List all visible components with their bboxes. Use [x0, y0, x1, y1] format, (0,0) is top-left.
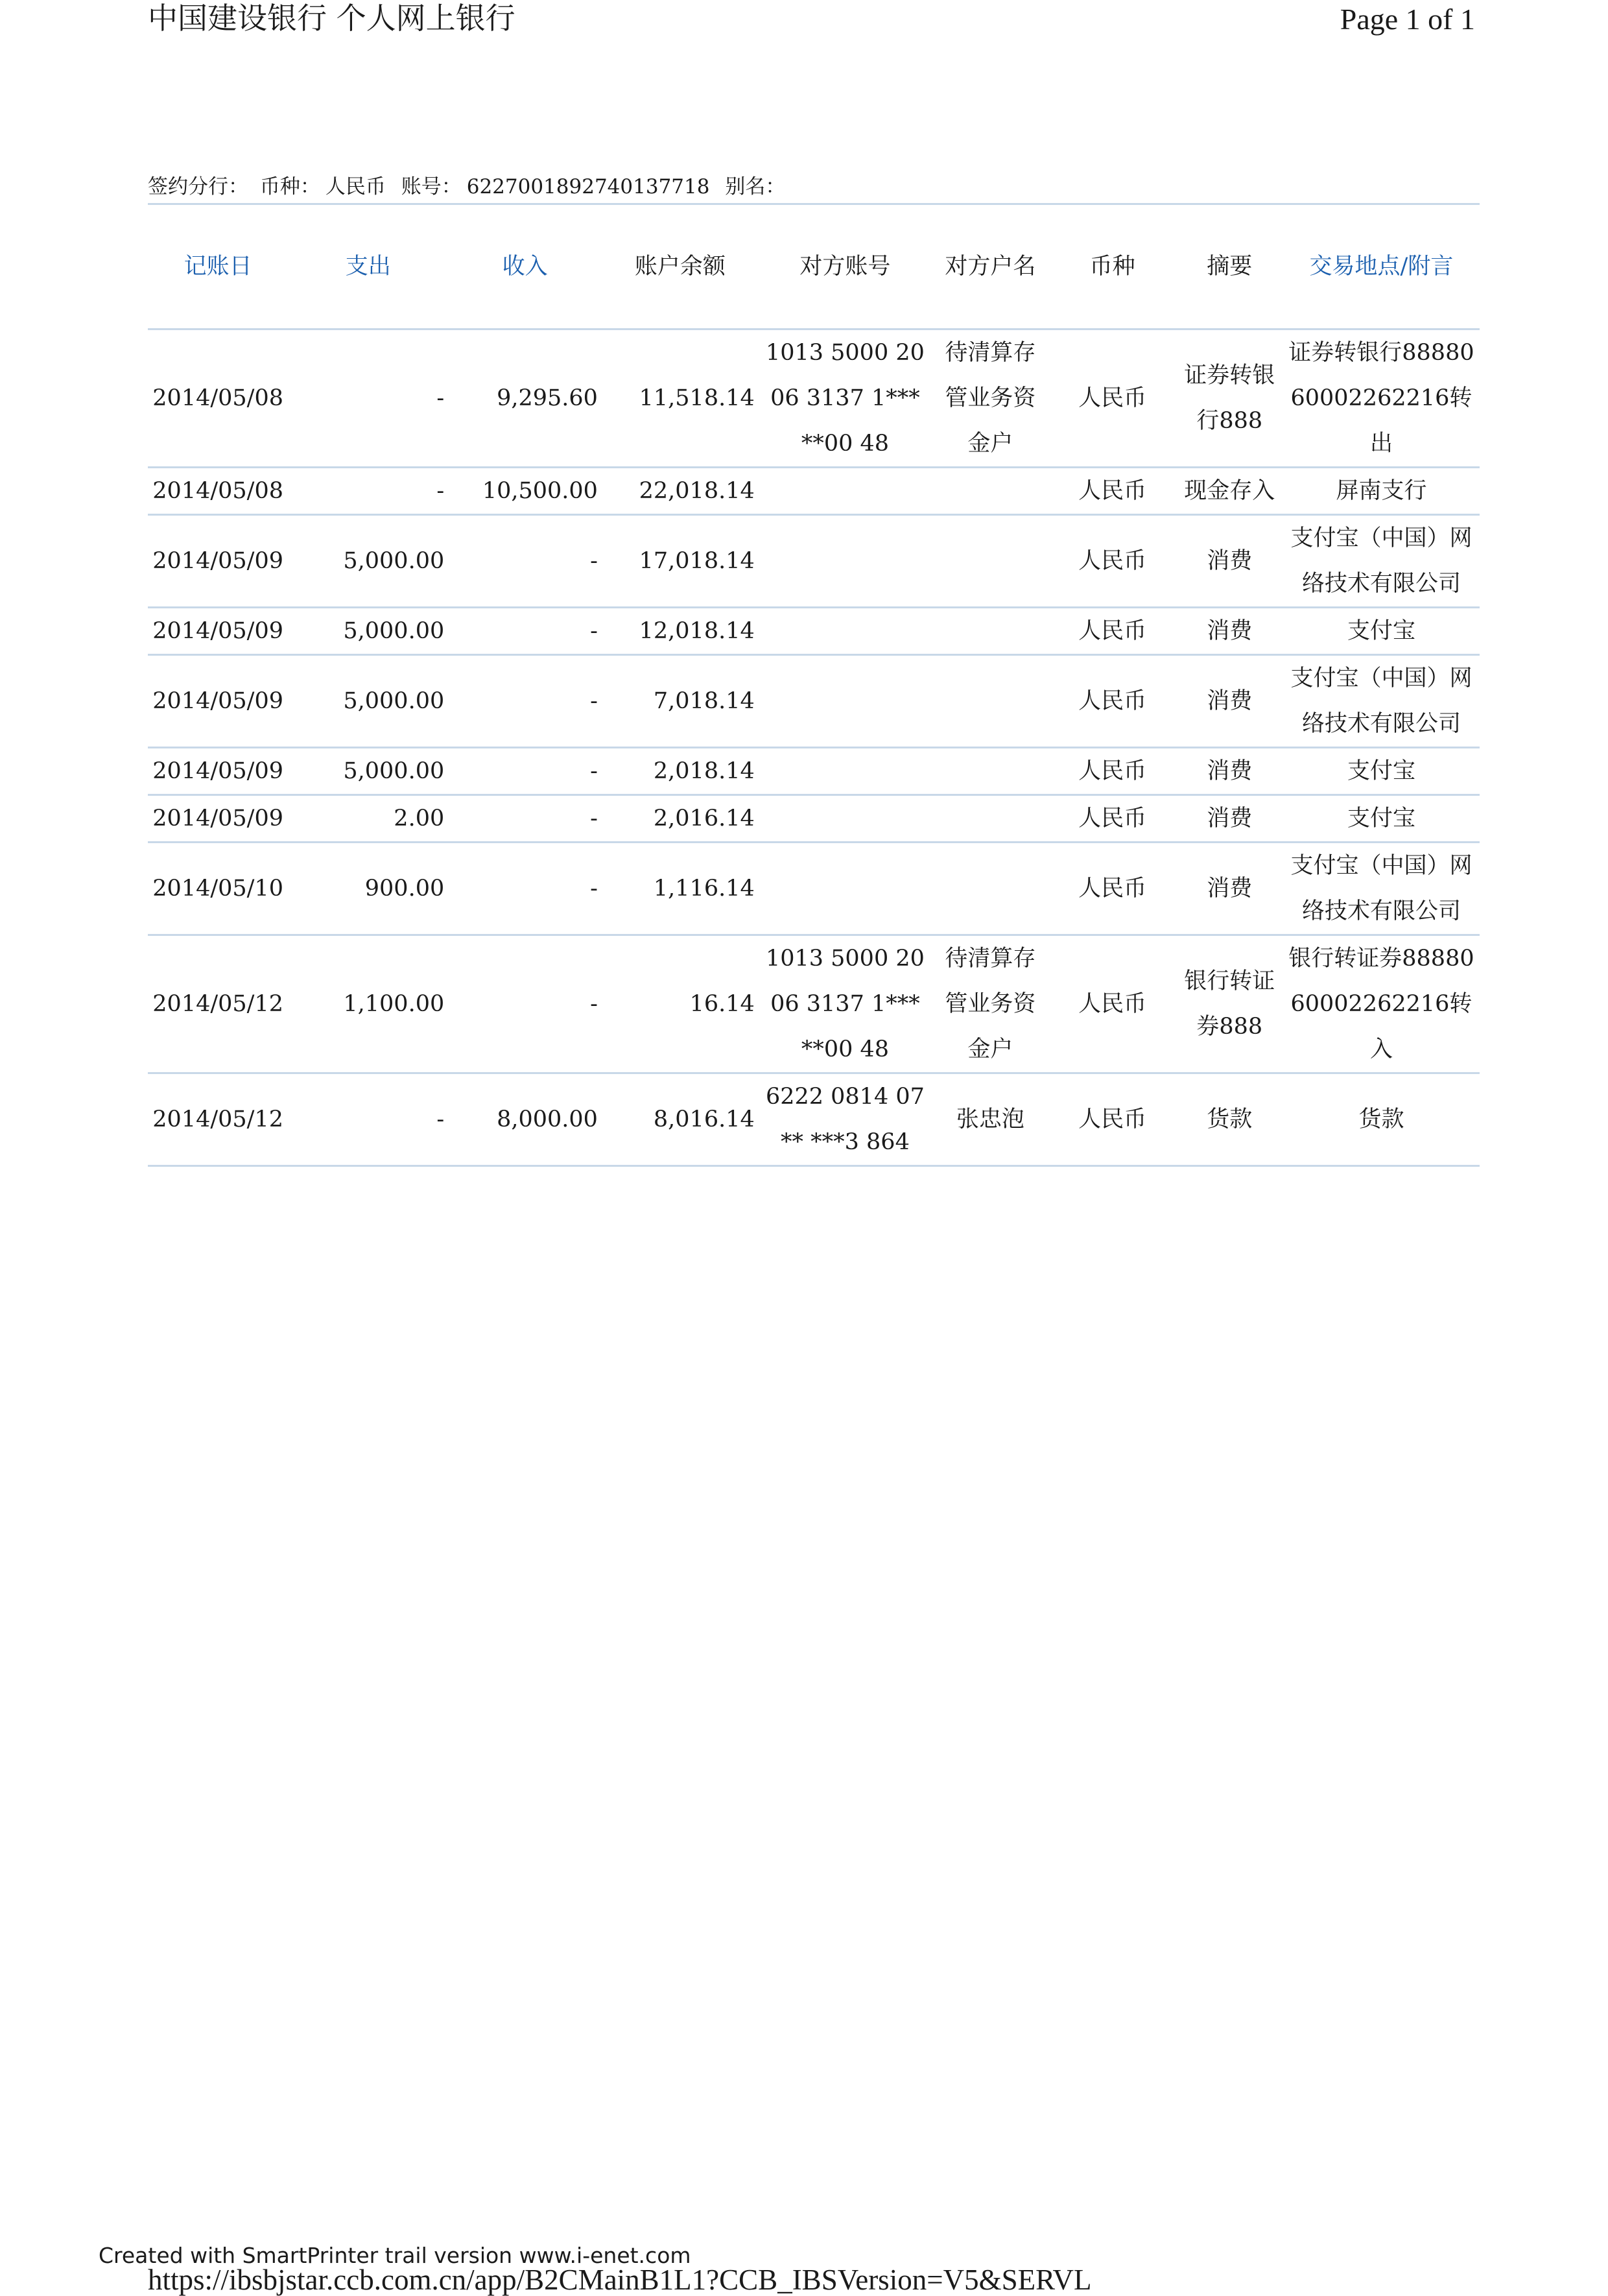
cell-income: - [448, 795, 602, 843]
branch-label: 签约分行： [148, 175, 248, 198]
transaction-table [148, 203, 1480, 1167]
cell-income: - [448, 655, 602, 748]
cell-income: - [448, 935, 602, 1073]
account-number-label: 账号： [401, 175, 462, 198]
cell-currency: 人民币 [1049, 748, 1176, 795]
cell-currency: 人民币 [1049, 843, 1176, 935]
cell-location: 支付宝 [1283, 608, 1480, 655]
cell-date: 2014/05/12 [148, 1073, 288, 1166]
currency-label: 币种： [259, 175, 320, 198]
alias-label: 别名： [725, 175, 786, 198]
page-title: 中国建设银行 个人网上银行 [148, 1, 515, 36]
account-info [148, 173, 790, 201]
cell-counterparty-account [759, 843, 932, 935]
cell-balance: 12,018.14 [602, 608, 759, 655]
cell-balance: 2,018.14 [602, 748, 759, 795]
cell-counterparty-name [932, 748, 1049, 795]
cell-date: 2014/05/09 [148, 655, 288, 748]
cell-date: 2014/05/10 [148, 843, 288, 935]
cell-location: 支付宝 [1283, 795, 1480, 843]
cell-counterparty-name: 待清算存管业务资金户 [932, 329, 1049, 468]
cell-income: 9,295.60 [448, 329, 602, 468]
cell-balance: 16.14 [602, 935, 759, 1073]
cell-currency: 人民币 [1049, 795, 1176, 843]
cell-balance: 11,518.14 [602, 329, 759, 468]
cell-summary: 消费 [1176, 843, 1283, 935]
cell-location: 证券转银行8888060002262216转出 [1283, 329, 1480, 468]
cell-summary: 消费 [1176, 515, 1283, 608]
table-row [148, 468, 1480, 515]
cell-income: - [448, 608, 602, 655]
cell-counterparty-name [932, 795, 1049, 843]
cell-balance: 17,018.14 [602, 515, 759, 608]
cell-balance: 22,018.14 [602, 468, 759, 515]
page-number: Page 1 of 1 [1340, 3, 1475, 36]
cell-currency: 人民币 [1049, 655, 1176, 748]
cell-counterparty-account [759, 748, 932, 795]
cell-location: 支付宝（中国）网络技术有限公司 [1283, 843, 1480, 935]
cell-summary: 消费 [1176, 795, 1283, 843]
cell-currency: 人民币 [1049, 329, 1176, 468]
cell-date: 2014/05/09 [148, 608, 288, 655]
cell-income: - [448, 843, 602, 935]
cell-currency: 人民币 [1049, 515, 1176, 608]
cell-income: - [448, 748, 602, 795]
col-header-summary: 摘要 [1176, 204, 1283, 329]
cell-counterparty-account: 1013 5000 2006 3137 1*** **00 48 [759, 329, 932, 468]
cell-counterparty-account [759, 608, 932, 655]
cell-summary: 证券转银行888 [1176, 329, 1283, 468]
cell-date: 2014/05/09 [148, 748, 288, 795]
cell-summary: 现金存入 [1176, 468, 1283, 515]
cell-currency: 人民币 [1049, 468, 1176, 515]
col-header-counterparty-account: 对方账号 [759, 204, 932, 329]
cell-date: 2014/05/09 [148, 795, 288, 843]
table-row [148, 935, 1480, 1073]
table-row [148, 843, 1480, 935]
cell-location: 银行转证券8888060002262216转入 [1283, 935, 1480, 1073]
col-header-counterparty-name: 对方户名 [932, 204, 1049, 329]
cell-income: 8,000.00 [448, 1073, 602, 1166]
table-row [148, 795, 1480, 843]
cell-counterparty-account [759, 655, 932, 748]
page-url[interactable]: https://ibsbjstar.ccb.com.cn/app/B2CMainB1L1?CCB_IBSVersion=V5&SERVL [148, 2264, 1092, 2296]
cell-income: 10,500.00 [448, 468, 602, 515]
cell-date: 2014/05/08 [148, 329, 288, 468]
col-header-date[interactable]: 记账日 [148, 204, 288, 329]
cell-counterparty-account [759, 468, 932, 515]
cell-expense: 5,000.00 [288, 515, 448, 608]
cell-expense: - [288, 1073, 448, 1166]
cell-counterparty-name: 张忠泡 [932, 1073, 1049, 1166]
cell-counterparty-name [932, 468, 1049, 515]
cell-expense: 5,000.00 [288, 655, 448, 748]
table-row [148, 655, 1480, 748]
cell-summary: 货款 [1176, 1073, 1283, 1166]
cell-counterparty-account: 1013 5000 2006 3137 1*** **00 48 [759, 935, 932, 1073]
cell-date: 2014/05/09 [148, 515, 288, 608]
cell-counterparty-name: 待清算存管业务资金户 [932, 935, 1049, 1073]
cell-date: 2014/05/08 [148, 468, 288, 515]
cell-location: 支付宝（中国）网络技术有限公司 [1283, 515, 1480, 608]
col-header-currency: 币种 [1049, 204, 1176, 329]
cell-expense: 1,100.00 [288, 935, 448, 1073]
cell-location: 支付宝 [1283, 748, 1480, 795]
cell-income: - [448, 515, 602, 608]
table-row [148, 748, 1480, 795]
col-header-location[interactable]: 交易地点/附言 [1283, 204, 1480, 329]
cell-summary: 消费 [1176, 608, 1283, 655]
currency-value: 人民币 [325, 175, 386, 198]
cell-balance: 1,116.14 [602, 843, 759, 935]
cell-counterparty-name [932, 515, 1049, 608]
cell-currency: 人民币 [1049, 608, 1176, 655]
cell-counterparty-account [759, 795, 932, 843]
cell-currency: 人民币 [1049, 1073, 1176, 1166]
cell-location: 支付宝（中国）网络技术有限公司 [1283, 655, 1480, 748]
cell-counterparty-account [759, 515, 932, 608]
cell-counterparty-name [932, 655, 1049, 748]
cell-counterparty-account: 6222 0814 07** ***3 864 [759, 1073, 932, 1166]
cell-expense: 5,000.00 [288, 608, 448, 655]
cell-summary: 银行转证券888 [1176, 935, 1283, 1073]
table-row [148, 515, 1480, 608]
col-header-expense[interactable]: 支出 [288, 204, 448, 329]
cell-expense: 2.00 [288, 795, 448, 843]
cell-currency: 人民币 [1049, 935, 1176, 1073]
cell-balance: 8,016.14 [602, 1073, 759, 1166]
watermark-text: Created with SmartPrinter trail version www.i-enet.com [99, 2243, 691, 2268]
col-header-income[interactable]: 收入 [448, 204, 602, 329]
cell-location: 货款 [1283, 1073, 1480, 1166]
cell-summary: 消费 [1176, 655, 1283, 748]
cell-counterparty-name [932, 843, 1049, 935]
cell-expense: 5,000.00 [288, 748, 448, 795]
cell-date: 2014/05/12 [148, 935, 288, 1073]
account-number-value: 6227001892740137718 [466, 175, 710, 198]
col-header-balance: 账户余额 [602, 204, 759, 329]
table-row [148, 608, 1480, 655]
cell-location: 屏南支行 [1283, 468, 1480, 515]
cell-expense: - [288, 468, 448, 515]
table-header-row [148, 204, 1480, 329]
cell-balance: 7,018.14 [602, 655, 759, 748]
cell-expense: - [288, 329, 448, 468]
table-row [148, 329, 1480, 468]
cell-counterparty-name [932, 608, 1049, 655]
cell-summary: 消费 [1176, 748, 1283, 795]
table-row [148, 1073, 1480, 1166]
cell-expense: 900.00 [288, 843, 448, 935]
cell-balance: 2,016.14 [602, 795, 759, 843]
